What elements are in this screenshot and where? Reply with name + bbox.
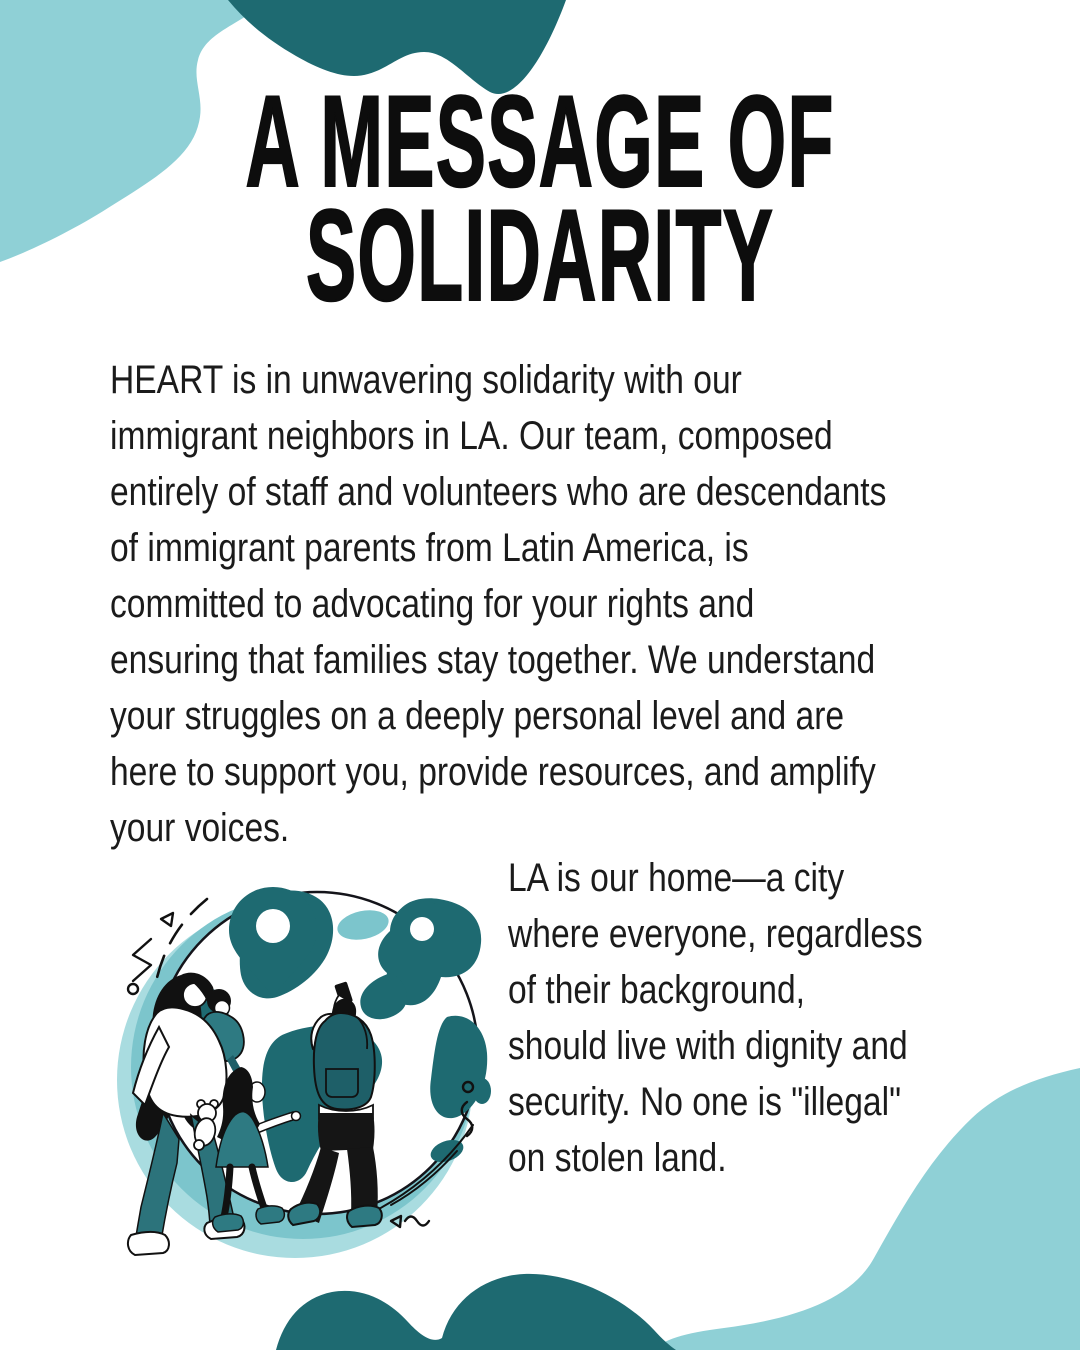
held-hands: [292, 1112, 301, 1121]
girl-shoe-back: [213, 1214, 244, 1232]
page-title: [0, 68, 1080, 328]
circle-doodle-left: [128, 984, 138, 994]
teddy-paw: [194, 1140, 204, 1150]
pin-hole: [256, 909, 290, 943]
mother-shoe-back: [128, 1232, 169, 1255]
text-line: on stolen land.: [508, 1136, 727, 1180]
solidarity-paragraph: [110, 352, 886, 856]
father-shoe-front: [347, 1206, 382, 1227]
text-line: here to support you, provide resources, and amplify: [110, 750, 876, 794]
text-line: of their background,: [508, 968, 805, 1012]
squiggle-doodle-bottom: [405, 1217, 429, 1226]
father-leg-front: [347, 1147, 378, 1215]
text-line: LA is our home—a city: [508, 856, 845, 900]
home-paragraph: [508, 850, 923, 1186]
triangle-doodle: [161, 913, 173, 926]
zigzag-doodle: [133, 939, 151, 981]
title-line-2: SOLIDARITY: [305, 182, 775, 328]
father-hips: [318, 1113, 375, 1151]
text-line: entirely of staff and volunteers who are descendants: [110, 470, 887, 514]
text-line: committed to advocating for your rights and: [110, 582, 755, 626]
text-line: of immigrant parents from Latin America, is: [110, 526, 749, 570]
text-line: HEART is in unwavering solidarity with our: [110, 358, 742, 402]
title-line-1: A MESSAGE OF: [245, 68, 835, 214]
text-line: ensuring that families stay together. We understand: [110, 638, 876, 682]
text-line: your voices.: [110, 806, 290, 850]
text-line: your struggles on a deeply personal level and are: [110, 694, 845, 738]
pin-hole: [410, 917, 434, 941]
text-line: should live with dignity and: [508, 1024, 908, 1068]
family-globe-illustration: [95, 855, 505, 1285]
girl-shoe-front: [256, 1206, 284, 1224]
island-2: [473, 1078, 491, 1104]
bottom-wave-shape: [276, 1274, 676, 1350]
text-line: security. No one is "illegal": [508, 1080, 902, 1124]
backpack: [314, 1013, 375, 1110]
text-line: where everyone, regardless: [508, 912, 923, 956]
text-line: immigrant neighbors in LA. Our team, composed: [110, 414, 833, 458]
